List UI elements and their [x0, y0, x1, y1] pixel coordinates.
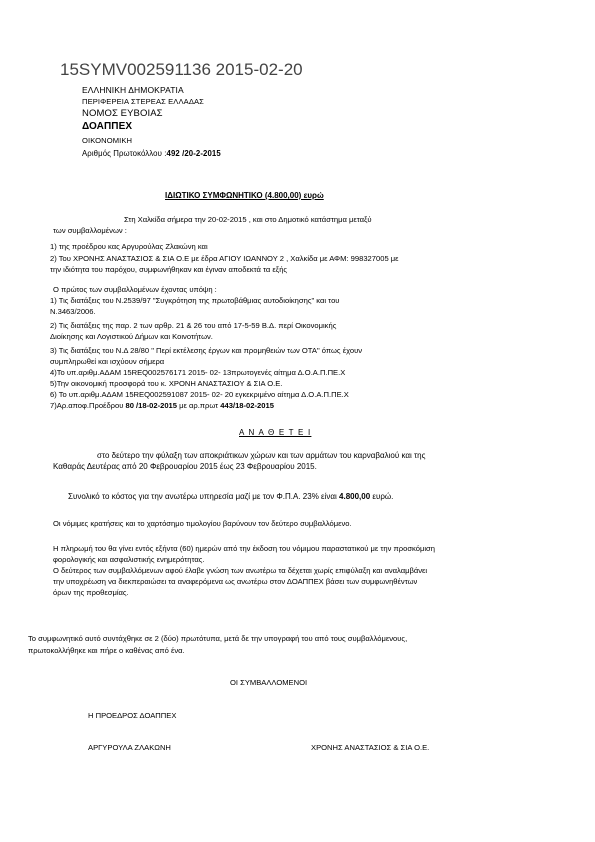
- document-id: 15SYMV002591136 2015-02-20: [60, 60, 303, 79]
- total-cost-prefix: Συνολικό το κόστος για την ανωτέρω υπηρεσία μαζί με τον Φ.Π.Α. 23% είναι: [68, 492, 340, 501]
- consideration-line: 1) Τις διατάξεις του Ν.2539/97 "Συγκρότηση της πρωτοβάθμιας αυτοδιοίκησης" και του: [50, 296, 340, 305]
- protocol-label: Αριθμός Πρωτοκόλλου :: [82, 149, 167, 158]
- protocol-value: 492 /20-2-2015: [166, 149, 221, 158]
- taxes-note: Οι νόμιμες κρατήσεις και το χαρτόσημο τιμολογίου βαρύνουν τον δεύτερο συμβαλλόμενο.: [53, 519, 352, 528]
- intro-line-1: Στη Χαλκίδα σήμερα την 20-02-2015 , και στο Δημοτικό κατάστημα μεταξύ: [124, 215, 372, 224]
- total-cost: [68, 491, 393, 502]
- assignment-line-1: στο δεύτερο την φύλαξη των αποκριάτικων χώρων και των αρμάτων του καρναβαλιού και της: [97, 451, 426, 460]
- payment-line-2: φορολογικής και ασφαλιστικής ενημερότητας.: [53, 555, 205, 564]
- payment-line-5: όρων της προθεσμίας.: [53, 588, 129, 597]
- header-line-prefecture: ΝΟΜΟΣ ΕΥΒΟΙΑΣ: [82, 108, 163, 119]
- decision-number: 80 /18-02-2015: [125, 401, 177, 410]
- president-title: Η ΠΡΟΕΔΡΟΣ ΔΟΑΠΠΕΧ: [88, 711, 177, 720]
- decision-prefix: 7)Αρ.αποφ.Προέδρου: [50, 401, 126, 410]
- decision-mid: με αρ.πρωτ: [177, 401, 221, 410]
- party-1: 1) της προέδρου κας Αργυρούλας Ζλακώνη και: [50, 242, 208, 251]
- considerations-heading: Ο πρώτος των συμβαλλομένων έχοντας υπόψη :: [53, 285, 217, 294]
- closing-line-2: πρωτοκολλήθηκε και πήρε ο καθένας από ένα.: [28, 646, 185, 655]
- closing-line-1: Το συμφωνητικό αυτό συντάχθηκε σε 2 (δύο) πρωτότυπα, μετά δε την υπογραφή του από τους συμβαλλόμενους,: [28, 634, 408, 643]
- consideration-line: Ν.3463/2006.: [50, 307, 96, 316]
- payment-line-4: την υποχρέωση να διεκπεραιώσει τα αναφερόμενα ως ανωτέρω στον ΔΟΑΠΠΕΧ βάσει των συμφωνηθέντων: [53, 577, 418, 586]
- payment-line-3: Ο δεύτερος των συμβαλλόμενων αφού έλαβε γνώση των ανωτέρω τα δέχεται χωρίς επιφύλαξη και αναλαμβάνει: [53, 566, 428, 575]
- header-line-department: ΟΙΚΟΝΟΜΙΚΗ: [82, 136, 133, 145]
- consideration-line: 4)Το υπ.αριθμ.ΑΔΑΜ 15REQ002576171 2015- 02- 13πρωτογενές αίτημα Δ.Ο.Α.Π.ΠΕ.Χ: [50, 368, 346, 377]
- total-cost-amount: 4.800,00: [339, 492, 371, 501]
- signatories-heading: ΟΙ ΣΥΜΒΑΛΛΟΜΕΝΟΙ: [230, 678, 308, 687]
- document-title: ΙΔΙΩΤΙΚΟ ΣΥΜΦΩΝΗΤΙΚΟ (4.800,00) ευρώ: [165, 191, 324, 200]
- header-line-country: ΕΛΛΗΝΙΚΗ ΔΗΜΟΚΡΑΤΙΑ: [82, 85, 184, 95]
- party-2-line-2: την ιδιότητα του παρόχου, συμφωνήθηκαν και έγιναν αποδεκτά τα εξής: [50, 265, 288, 274]
- consideration-line: 3) Τις διατάξεις του Ν.Δ 28/80 " Περί εκτέλεσης έργων και προμηθειών των ΟΤΑ" όπως έχουν: [50, 346, 363, 355]
- header-line-region: ΠΕΡΙΦΕΡΕΙΑ ΣΤΕΡΕΑΣ ΕΛΛΑΔΑΣ: [82, 97, 204, 106]
- signatory-right-name: ΧΡΟΝΗΣ ΑΝΑΣΤΑΣΙΟΣ & ΣΙΑ Ο.Ε.: [311, 743, 430, 752]
- signatory-left-name: ΑΡΓΥΡΟΥΛΑ ΖΛΑΚΩΝΗ: [88, 743, 171, 752]
- total-cost-suffix: ευρώ.: [370, 492, 394, 501]
- consideration-line: συμπληρωθεί και ισχύουν σήμερα: [50, 357, 165, 366]
- consideration-line: Διοίκησης και Λογιστικού Δήμων και Κοινοτήτων.: [50, 332, 213, 341]
- intro-line-2: των συμβαλλομένων :: [53, 226, 127, 235]
- protocol-number: [82, 149, 221, 158]
- payment-line-1: Η πληρωμή του θα γίνει εντός εξήντα (60) ημερών από την έκδοση του νόμιμου παραστατικού με την προσκόμιση: [53, 544, 435, 553]
- consideration-line: 5)Την οικονομική προσφορά του κ. ΧΡΟΝΗ ΑΝΑΣΤΑΣΙΟΥ & ΣΙΑ Ο.Ε.: [50, 379, 283, 388]
- consideration-line: 2) Τις διατάξεις της παρ. 2 των αρθρ. 21 & 26 του από 17-5-59 Β.Δ. περί Οικονομικής: [50, 321, 337, 330]
- party-2-line-1: 2) Του ΧΡΟΝΗΣ ΑΝΑΣΤΑΣΙΟΣ & ΣΙΑ Ο.Ε με έδρα ΑΓΙΟΥ ΙΩΑΝΝΟΥ 2 , Χαλκίδα με ΑΦΜ: 998327005 με: [50, 254, 399, 263]
- consideration-line: 6) Το υπ.αριθμ.ΑΔΑΜ 15REQ002591087 2015- 02- 20 εγκεκριμένο αίτημα Δ.Ο.Α.Π.ΠΕ.Χ: [50, 390, 349, 399]
- header-line-organization: ΔΟΑΠΠΕΧ: [82, 121, 133, 132]
- assignment-line-2: Καθαράς Δευτέρας από 20 Φεβρουαρίου 2015 έως 23 Φεβρουαρίου 2015.: [53, 462, 317, 471]
- consideration-line-decision: [50, 400, 274, 411]
- decision-protocol: 443/18-02-2015: [220, 401, 274, 410]
- assigns-heading: Α Ν Α Θ Ε Τ Ε Ι: [239, 428, 312, 437]
